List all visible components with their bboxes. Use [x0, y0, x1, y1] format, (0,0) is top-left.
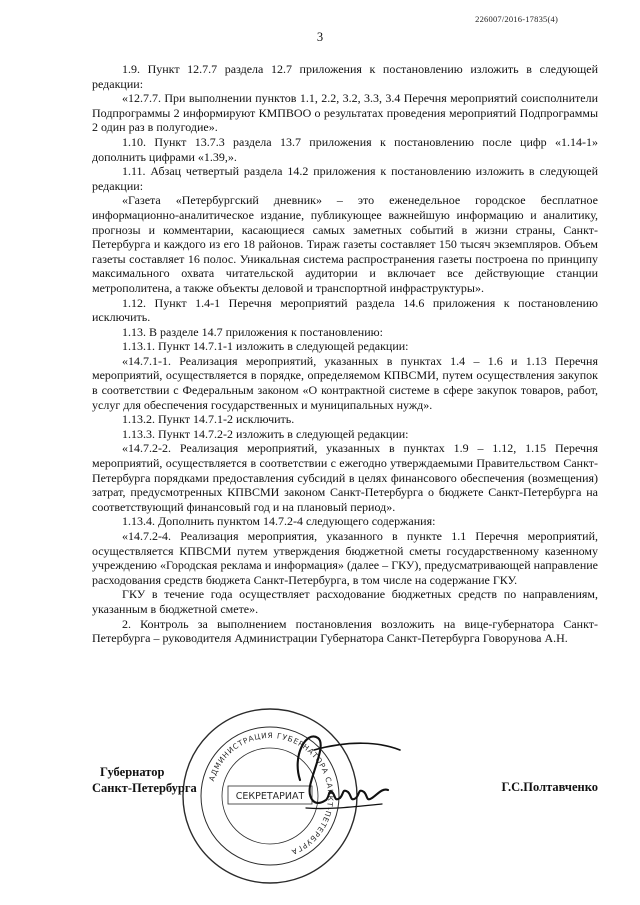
- paragraph-gku: ГКУ в течение года осуществляет расходование бюджетных средств по направлениям, указанным в бюджетной смете».: [92, 587, 598, 616]
- signer-name: Г.С.Полтавченко: [501, 780, 598, 794]
- paragraph-1-13-4: 1.13.4. Дополнить пунктом 14.7.2-4 следующего содержания:: [122, 514, 436, 529]
- signer-position-line1: Губернатор: [100, 765, 165, 779]
- paragraph-1-13-1: 1.13.1. Пункт 14.7.1-1 изложить в следующей редакции:: [122, 339, 409, 354]
- paragraph-2-control: 2. Контроль за выполнением постановления возложить на вице-губернатора Санкт-Петербурга – руководителя Администрации Губернатора Санкт-Петербурга Говорунова А.Н.: [92, 616, 598, 646]
- paragraph-newspaper-quote: «Газета «Петербургский дневник» – это еженедельное городское бесплатное информационно-аналитическое издание, публикующее важнейшую информацию и аналитику, прогнозы и комментарии, касающиеся самых заметных событий в жизни страны, Санкт-Петербурга и каждого из его 18 районов. Тираж газеты составляет 150 тысяч экземпляров. Объем газеты составляет 16 полос. Уникальная система распространения газеты построена по принципу максимального охвата читательской аудитории и включает все действующие станции метрополитена, а также объекты деловой и транспортной инфраструктуры».: [92, 193, 598, 295]
- paragraph-14-7-2-4-quote: «14.7.2-4. Реализация мероприятия, указанного в пункте 1.1 Перечня мероприятий, осуществляется КПВСМИ путем утверждения бюджетной сметы государственному казенному учреждению «Городская реклама и информация» (далее – ГКУ), предусматривающей направление расходования средств бюджета Санкт-Петербурга, в том числе на содержание ГКУ.: [92, 529, 598, 587]
- page-number: 3: [316, 30, 324, 44]
- paragraph-1-12: 1.12. Пункт 1.4-1 Перечня мероприятий раздела 14.6 приложения к постановлению исключить.: [92, 295, 598, 325]
- paragraph-1-13: 1.13. В разделе 14.7 приложения к постановлению:: [122, 324, 383, 339]
- document-body: [92, 62, 598, 646]
- seal-center-text: СЕКРЕТАРИАТ: [235, 791, 305, 802]
- paragraph-14-7-2-2-quote: «14.7.2-2. Реализация мероприятий, указанных в пунктах 1.9 – 1.12, 1.15 Перечня мероприятий, осуществляется в соответствии с ежегодно утверждаемыми Правительством Санкт-Петербурга порядками предоставления субсидий в целях финансового обеспечения (возмещения) затрат, предусмотренных КПВСМИ законом Санкт-Петербурга о бюджете Санкт-Петербурга на соответствующий финансовый год и на плановый период».: [92, 441, 598, 514]
- paragraph-1-13-3: 1.13.3. Пункт 14.7.2-2 изложить в следующей редакции:: [122, 426, 409, 441]
- paragraph-1-11: 1.11. Абзац четвертый раздела 14.2 приложения к постановлению изложить в следующей редакции:: [92, 164, 598, 193]
- paragraph-1-13-2: 1.13.2. Пункт 14.7.1-2 исключить.: [122, 412, 295, 427]
- paragraph-12-7-7-quote: «12.7.7. При выполнении пунктов 1.1, 2.2, 3.2, 3.3, 3.4 Перечня мероприятий соисполнители Подпрограммы 2 информируют КМПВОО о результатах проведения мероприятий Подпрограммы 2 один раз в полугодие».: [92, 91, 598, 135]
- seal-inner-textpath: АДМИНИСТРАЦИЯ ГУБЕРНАТОРА САНКТ-ПЕТЕРБУРГА: [207, 730, 336, 857]
- signer-position-line2: Санкт-Петербурга: [92, 781, 197, 795]
- paragraph-14-7-1-1-quote: «14.7.1-1. Реализация мероприятий, указанных в пунктах 1.4 – 1.6 и 1.13 Перечня мероприятий, осуществляется в порядке, определяемом КПВСМИ, путем осуществления закупок в соответствии с Федеральным законом «О контрактной системе в сфере закупок товаров, работ, услуг для обеспечения государственных и муниципальных нужд».: [92, 353, 598, 412]
- paragraph-1-10: 1.10. Пункт 13.7.3 раздела 13.7 приложения к постановлению после цифр «1.14-1» дополнить цифрами «1.39,».: [92, 134, 598, 164]
- paragraph-1-9: 1.9. Пункт 12.7.7 раздела 12.7 приложения к постановлению изложить в следующей редакции:: [92, 62, 598, 91]
- document-number: 226007/2016-17835(4): [475, 14, 558, 24]
